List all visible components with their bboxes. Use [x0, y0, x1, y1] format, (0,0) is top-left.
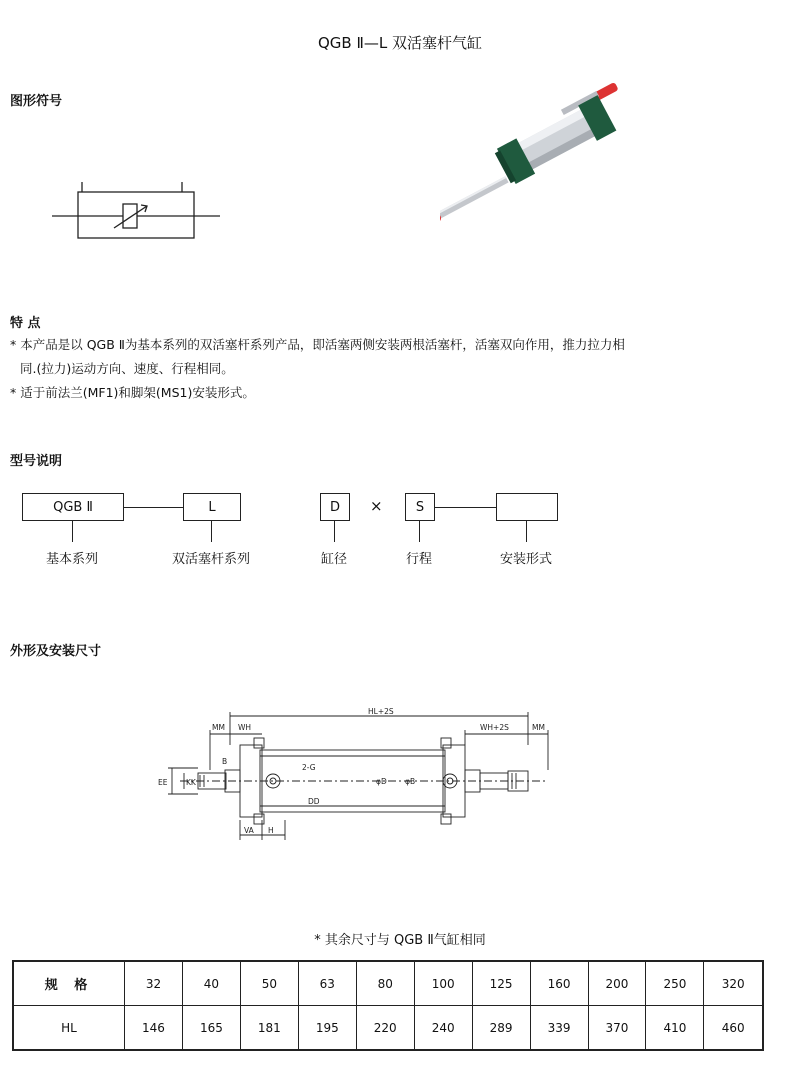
- label-double-rod-series: 双活塞杆系列: [171, 552, 250, 567]
- dim-b: B: [222, 757, 228, 766]
- section-symbol-heading: 图形符号: [10, 94, 63, 109]
- table-cell: 220: [356, 1006, 414, 1051]
- dim-phi-b: φB: [405, 777, 416, 786]
- table-cell: 370: [588, 1006, 646, 1051]
- model-box-double-rod: L: [183, 493, 241, 521]
- tick-line: [211, 520, 212, 542]
- dimension-drawing: [150, 690, 570, 850]
- dim-h: H: [268, 826, 274, 835]
- tick-line: [526, 520, 527, 542]
- label-mounting: 安装形式: [499, 552, 552, 567]
- page-title: QGB Ⅱ—L 双活塞杆气缸: [318, 34, 482, 52]
- table-cell: 100: [414, 961, 472, 1006]
- model-box-stroke: S: [405, 493, 435, 521]
- table-cell: 63: [298, 961, 356, 1006]
- dim-kk: KK: [186, 778, 196, 787]
- section-features-heading: 特 点: [10, 316, 41, 331]
- dim-mm-left: MM: [212, 723, 225, 732]
- dim-va: VA: [244, 826, 254, 835]
- cylinder-symbol-diagram: [50, 170, 230, 250]
- table-cell: 339: [530, 1006, 588, 1051]
- table-cell: 125: [472, 961, 530, 1006]
- cylinder-product-image: [440, 80, 640, 230]
- model-box-bore: D: [320, 493, 350, 521]
- model-box-mounting: [496, 493, 558, 521]
- section-model-heading: 型号说明: [10, 454, 63, 469]
- table-cell: 165: [182, 1006, 240, 1051]
- label-stroke: 行程: [405, 552, 432, 567]
- connector-line: [123, 507, 183, 508]
- tick-line: [419, 520, 420, 542]
- table-cell: 195: [298, 1006, 356, 1051]
- table-cell: 320: [704, 961, 763, 1006]
- dim-phi-d: φD: [376, 777, 387, 786]
- table-header-size: 规 格: [13, 961, 125, 1006]
- table-cell: 80: [356, 961, 414, 1006]
- label-bore: 缸径: [320, 552, 347, 567]
- table-cell: 460: [704, 1006, 763, 1051]
- table-cell: 410: [646, 1006, 704, 1051]
- table-cell: 181: [240, 1006, 298, 1051]
- table-cell: 289: [472, 1006, 530, 1051]
- table-cell: 240: [414, 1006, 472, 1051]
- table-row: [13, 1006, 763, 1051]
- label-basic-series: 基本系列: [45, 552, 98, 567]
- dim-ee: EE: [158, 778, 168, 787]
- table-header-hl: HL: [13, 1006, 125, 1051]
- table-cell: 50: [240, 961, 298, 1006]
- tick-line: [334, 520, 335, 542]
- table-cell: 250: [646, 961, 704, 1006]
- connector-line: [434, 507, 496, 508]
- table-note: * 其余尺寸与 QGB Ⅱ气缸相同: [314, 933, 486, 948]
- table-cell: 160: [530, 961, 588, 1006]
- table-cell: 200: [588, 961, 646, 1006]
- table-row: [13, 961, 763, 1006]
- section-dimensions-heading: 外形及安装尺寸: [10, 644, 102, 659]
- times-sign: ×: [370, 497, 383, 515]
- feature-line-2: 同.(拉力)运动方向、速度、行程相同。: [20, 361, 234, 376]
- table-cell: 40: [182, 961, 240, 1006]
- table-cell: 32: [125, 961, 183, 1006]
- table-cell: 146: [125, 1006, 183, 1051]
- feature-line-1: * 本产品是以 QGB Ⅱ为基本系列的双活塞杆系列产品，即活塞两侧安装两根活塞杆，活塞双向作用，推力拉力相: [10, 337, 625, 352]
- dim-wh-left: WH: [238, 723, 252, 732]
- dim-mm-right: MM: [532, 723, 545, 732]
- spec-table: [12, 960, 764, 1051]
- dim-dd: DD: [308, 797, 320, 806]
- dim-hl-2s: HL+2S: [368, 707, 394, 716]
- dim-2-g: 2-G: [302, 763, 316, 772]
- dim-wh-2s: WH+2S: [480, 723, 509, 732]
- feature-line-3: * 适于前法兰(MF1)和脚架(MS1)安装形式。: [10, 385, 255, 400]
- tick-line: [72, 520, 73, 542]
- model-box-series: QGB Ⅱ: [22, 493, 124, 521]
